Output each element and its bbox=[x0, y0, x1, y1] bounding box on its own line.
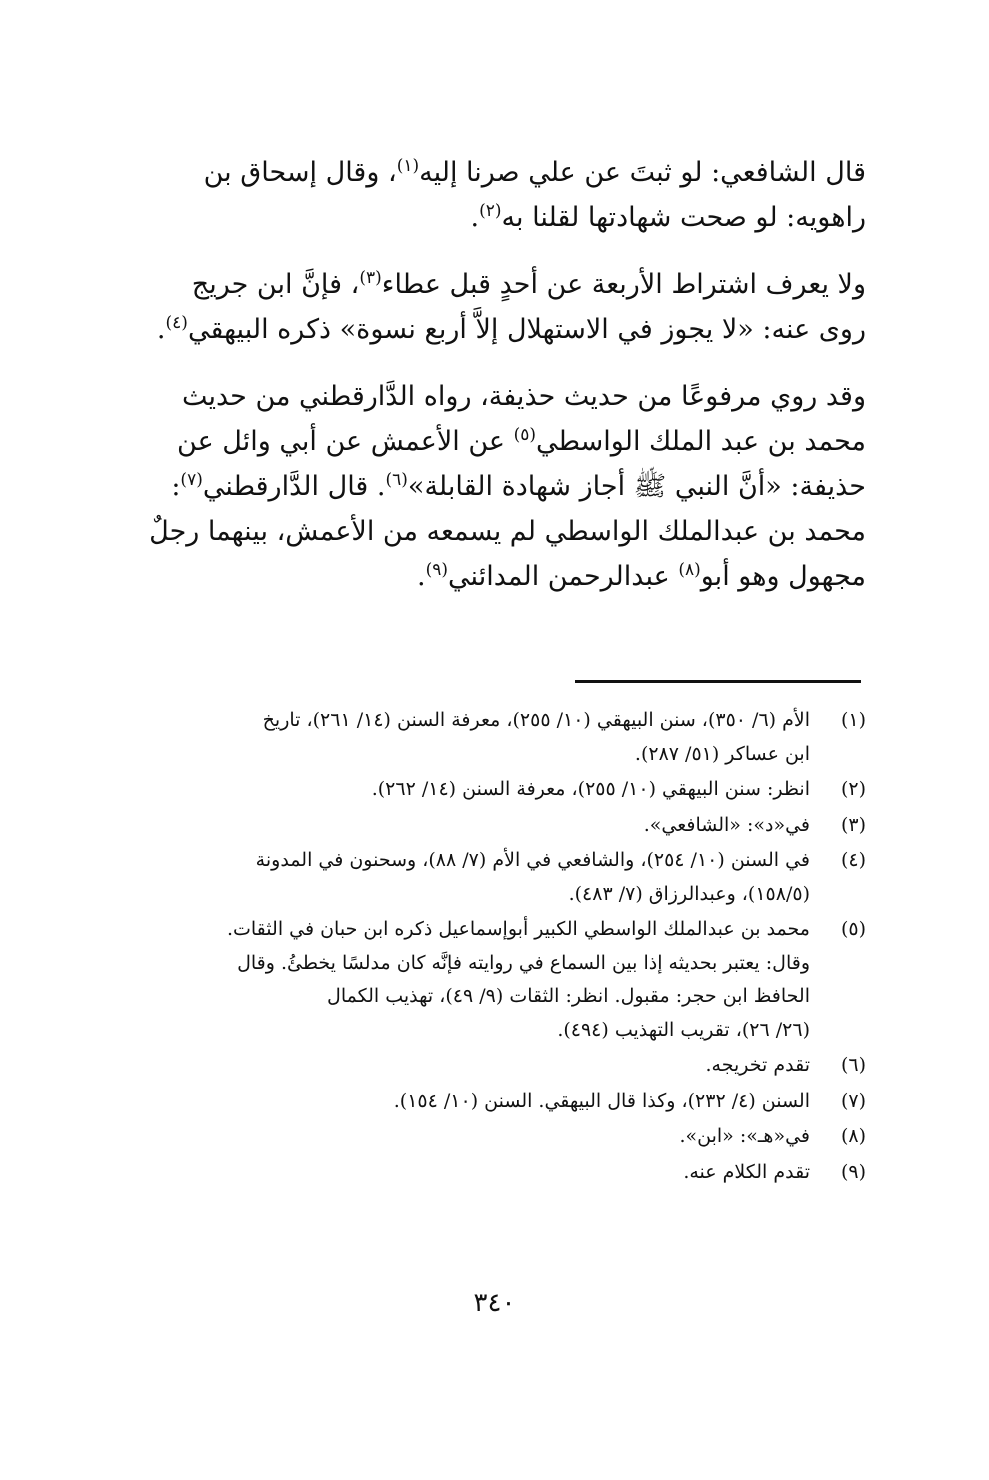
text-line: مجهول وهو أبو$^{(٨)}$ عبدالرحمن المدائني$^{(٩)}$. bbox=[417, 560, 866, 592]
footnote-line: محمد بن عبدالملك الواسطي الكبير أبوإسماعيل ذكره ابن حبان في الثقات. bbox=[226, 918, 810, 940]
footnote-ref[interactable]: (٨) bbox=[678, 560, 701, 580]
footnote-line: (١٥٨/٥)، وعبدالرزاق (٧/ ٤٨٣). bbox=[568, 882, 810, 905]
footnote-ref[interactable]: (٧) bbox=[180, 470, 203, 490]
footnote-number: (٣) bbox=[840, 813, 866, 836]
footnote-ref[interactable]: (٩) bbox=[425, 560, 449, 580]
text-line: حذيفة: «أنَّ النبي ﷺ أجاز شهادة القابلة»$^{(٦)}$. قال الدَّارقطني$^{(٧)}$: bbox=[171, 470, 866, 502]
text-line: قال الشافعي: لو ثبتَ عن علي صرنا إليه$^{(١)}$، وقال إسحاق بن bbox=[203, 156, 866, 188]
footnote-line: تقدم تخريجه. bbox=[705, 1054, 810, 1076]
footnote-line: تقدم الكلام عنه. bbox=[683, 1160, 810, 1183]
footnote-ref[interactable]: (١) bbox=[396, 156, 420, 176]
footnote-line: وقال: يعتبر بحديثه إذا بين السماع في روايته فإنَّه كان مدلسًا يخطئُ. وقال bbox=[237, 951, 810, 974]
footnote-ref[interactable]: (٢) bbox=[479, 201, 502, 221]
footnote-9 bbox=[96, 1156, 866, 1190]
footnote-line: في السنن (١٠/ ٢٥٤)، والشافعي في الأم (٧/ ٨٨)، وسحنون في المدونة bbox=[255, 849, 810, 871]
text-line: محمد بن عبد الملك الواسطي$^{(٥)}$ عن الأعمش عن أبي وائل عن bbox=[177, 425, 866, 457]
footnote-line: في«د»: «الشافعي». bbox=[643, 813, 810, 836]
footnote-1 bbox=[96, 704, 866, 771]
footnote-number: (١) bbox=[840, 709, 866, 731]
footnotes bbox=[96, 704, 866, 1191]
text-line: ولا يعرف اشتراط الأربعة عن أحدٍ قبل عطاء$^{(٣)}$، فإنَّ ابن جريج bbox=[191, 268, 866, 300]
footnote-ref[interactable]: (٦) bbox=[385, 470, 408, 490]
footnote-number: (٧) bbox=[840, 1089, 866, 1112]
footnote-2 bbox=[96, 773, 866, 807]
footnote-divider bbox=[575, 680, 861, 683]
footnote-line: (٢٦/ ٢٦)، تقريب التهذيب (٤٩٤). bbox=[557, 1018, 810, 1041]
footnote-line: انظر: سنن البيهقي (١٠/ ٢٥٥)، معرفة السنن (١٤/ ٢٦٢). bbox=[371, 778, 810, 800]
footnote-line: السنن (٤/ ٢٣٢)، وكذا قال البيهقي. السنن (١٠/ ١٥٤). bbox=[393, 1089, 810, 1112]
footnote-number: (٥) bbox=[840, 918, 866, 940]
footnote-line: الحافظ ابن حجر: مقبول. انظر: الثقات (٩/ ٤٩)، تهذيب الكمال bbox=[327, 985, 810, 1007]
footnote-4 bbox=[96, 844, 866, 911]
footnote-ref[interactable]: (٤) bbox=[165, 313, 188, 333]
footnote-8 bbox=[96, 1120, 866, 1154]
footnote-number: (٨) bbox=[840, 1125, 866, 1147]
footnote-6 bbox=[96, 1049, 866, 1083]
footnote-line: في«هـ»: «ابن». bbox=[679, 1125, 810, 1147]
footnote-7 bbox=[96, 1085, 866, 1119]
footnote-number: (٦) bbox=[840, 1054, 866, 1076]
footnote-5 bbox=[96, 913, 866, 1047]
footnote-number: (٩) bbox=[840, 1160, 866, 1183]
paragraph-1 bbox=[96, 150, 866, 240]
text-line: روى عنه: «لا يجوز في الاستهلال إلاَّ أربع نسوة» ذكره البيهقي$^{(٤)}$. bbox=[156, 313, 866, 345]
footnote-number: (٢) bbox=[840, 778, 866, 800]
footnote-line: ابن عساكر (٥١/ ٢٨٧). bbox=[634, 742, 810, 765]
footnote-ref[interactable]: (٥) bbox=[513, 425, 536, 445]
text-line: محمد بن عبدالملك الواسطي لم يسمعه من الأعمش، بينهما رجلٌ bbox=[149, 516, 866, 547]
paragraph-3 bbox=[96, 374, 866, 599]
footnote-3 bbox=[96, 809, 866, 843]
footnote-line: الأم (٦/ ٣٥٠)، سنن البيهقي (١٠/ ٢٥٥)، معرفة السنن (١٤/ ٢٦١)، تاريخ bbox=[262, 709, 810, 731]
text-line: راهويه: لو صحت شهادتها لقلنا به$^{(٢)}$. bbox=[470, 201, 866, 233]
text-line: وقد روي مرفوعًا من حديث حذيفة، رواه الدَّارقطني من حديث bbox=[181, 381, 866, 412]
footnote-number: (٤) bbox=[840, 849, 866, 871]
footnote-ref[interactable]: (٣) bbox=[359, 268, 382, 288]
page-number: ٣٤٠ bbox=[473, 1288, 516, 1318]
main-text bbox=[96, 150, 866, 621]
paragraph-2 bbox=[96, 262, 866, 352]
